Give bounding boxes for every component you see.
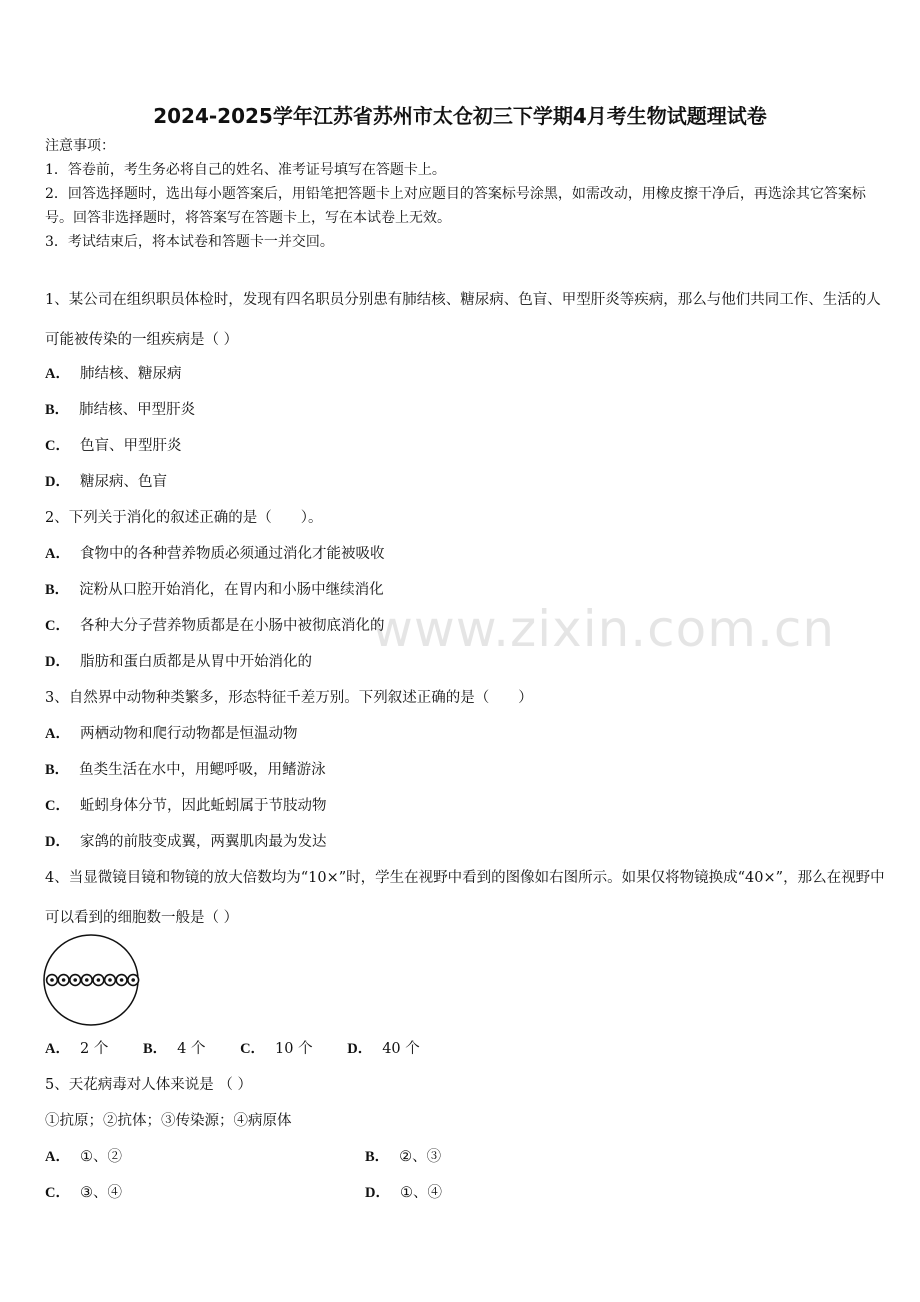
cell-row [47, 975, 139, 986]
cell-nucleus [73, 978, 77, 982]
q2-option-c: C． 各种大分子营养物质都是在小肠中被彻底消化的 [45, 618, 385, 634]
notice-section [45, 134, 885, 254]
q3-option-c: C． 蚯蚓身体分节，因此蚯蚓属于节肢动物 [45, 798, 327, 814]
question-3-stem: 3、自然界中动物种类繁多，形态特征千差万别。下列叙述正确的是（ ） [45, 690, 533, 706]
q3-option-d: D． 家鸽的前肢变成翼，两翼肌肉最为发达 [45, 834, 327, 850]
q2-option-b: B． 淀粉从口腔开始消化，在胃内和小肠中继续消化 [45, 582, 384, 598]
cell-nucleus [131, 978, 135, 982]
q5-option-b: B． ②、③ [365, 1149, 442, 1165]
question-2-stem: 2、下列关于消化的叙述正确的是（ ）。 [45, 510, 323, 526]
cell-nucleus [108, 978, 112, 982]
cell-nucleus [97, 978, 101, 982]
watermark: www.zixin.com.cn [372, 600, 836, 658]
q5-option-c: C． ③、④ [45, 1185, 122, 1201]
cell-nucleus [62, 978, 66, 982]
q4-option-b: B． 4 个 [142, 1041, 206, 1057]
q1-option-c: C． 色盲、甲型肝炎 [45, 438, 182, 454]
q4-options-row [45, 1037, 450, 1058]
q2-option-d: D． 脂肪和蛋白质都是从胃中开始消化的 [45, 654, 312, 670]
q1-option-a: A． 肺结核、糖尿病 [45, 366, 182, 382]
cell-nucleus [120, 978, 124, 982]
q4-option-d: D． 40 个 [347, 1041, 420, 1057]
question-1-stem: 1、某公司在组织职员体检时，发现有四名职员分别患有肺结核、糖尿病、色盲、甲型肝炎等疾病，那么与他们共同工作、生活的人可能被传染的一组疾病是（ ） [45, 292, 881, 348]
notice-heading: 注意事项： [45, 138, 115, 154]
notice-item-3: 3．考试结束后，将本试卷和答题卡一并交回。 [45, 234, 334, 250]
q5-option-d: D． ①、④ [365, 1185, 442, 1201]
page-title: 2024-2025学年江苏省苏州市太仓初三下学期4月考生物试题理试卷 [153, 104, 767, 128]
question-5-sub: ①抗原；②抗体；③传染源；④病原体 [45, 1113, 292, 1129]
q3-option-a: A． 两栖动物和爬行动物都是恒温动物 [45, 726, 298, 742]
q1-option-d: D． 糖尿病、色盲 [45, 474, 167, 490]
question-4-stem: 4、当显微镜目镜和物镜的放大倍数均为“10×”时，学生在视野中看到的图像如右图所示。如果仅将物镜换成“40×”，那么在视野中可以看到的细胞数一般是（ ） [45, 870, 885, 926]
q3-option-b: B． 鱼类生活在水中，用鳃呼吸，用鳍游泳 [45, 762, 326, 778]
q4-option-c: C． 10 个 [240, 1041, 313, 1057]
q4-option-a: A． 2 个 [45, 1041, 109, 1057]
question-5-stem: 5、天花病毒对人体来说是 （ ） [45, 1077, 252, 1093]
notice-item-1: 1．答卷前，考生务必将自己的姓名、准考证号填写在答题卡上。 [45, 162, 446, 178]
q5-option-a: A． ①、② [45, 1149, 122, 1165]
q2-option-a: A． 食物中的各种营养物质必须通过消化才能被吸收 [45, 546, 385, 562]
microscope-field-figure [42, 932, 142, 1028]
q1-option-b: B． 肺结核、甲型肝炎 [45, 402, 196, 418]
cell-nucleus [50, 978, 54, 982]
notice-item-2: 2．回答选择题时，选出每小题答案后，用铅笔把答题卡上对应题目的答案标号涂黑，如需改动，用橡皮擦干净后，再选涂其它答案标号。回答非选择题时，将答案写在答题卡上，写在本试卷上无效。 [45, 186, 866, 226]
cell-nucleus [85, 978, 89, 982]
